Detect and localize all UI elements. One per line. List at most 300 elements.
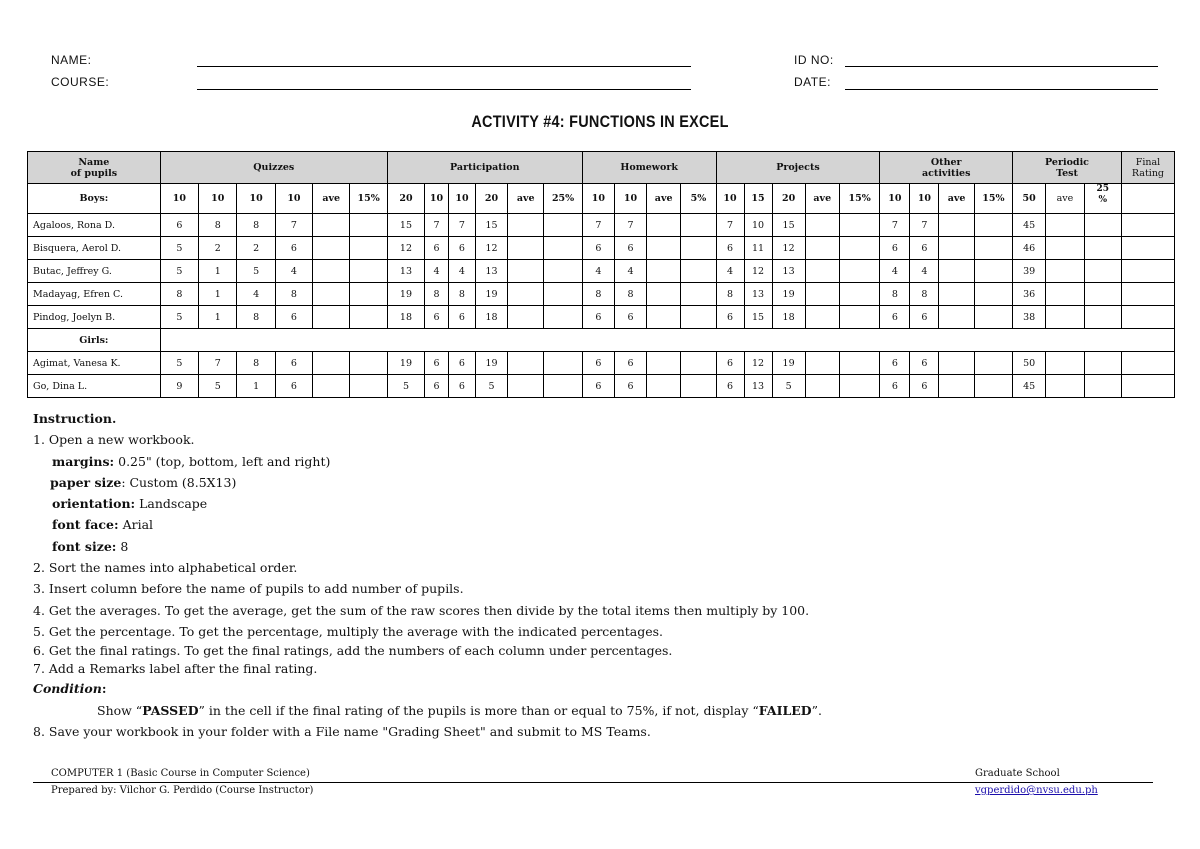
- score-cell[interactable]: [1121, 214, 1174, 237]
- date-label: DATE:: [794, 75, 831, 89]
- score-cell[interactable]: 10: [744, 214, 772, 237]
- footer-school: Graduate School: [975, 768, 1060, 779]
- sub-header-cell: 10: [237, 184, 275, 214]
- score-cell[interactable]: 6: [880, 237, 910, 260]
- score-cell[interactable]: 7: [716, 214, 744, 237]
- score-cell[interactable]: 6: [448, 306, 475, 329]
- score-cell[interactable]: [805, 306, 839, 329]
- score-cell[interactable]: [974, 214, 1012, 237]
- score-cell[interactable]: [839, 237, 879, 260]
- footer-email-link[interactable]: vgperdido@nvsu.edu.ph: [975, 785, 1098, 796]
- table-row: [28, 375, 1175, 398]
- score-cell[interactable]: [939, 283, 974, 306]
- score-cell[interactable]: [350, 306, 387, 329]
- sub-header-cell: 10: [582, 184, 614, 214]
- score-cell[interactable]: [1046, 352, 1084, 375]
- paper-size-value: : Custom (8.5X13): [121, 474, 237, 490]
- sub-header-cell: 10: [614, 184, 646, 214]
- score-cell[interactable]: 4: [237, 283, 275, 306]
- score-cell[interactable]: 6: [582, 306, 614, 329]
- score-cell[interactable]: 6: [880, 306, 910, 329]
- score-cell[interactable]: [313, 352, 350, 375]
- grading-table: [27, 151, 1175, 398]
- score-cell[interactable]: 1: [199, 306, 237, 329]
- score-cell[interactable]: 6: [160, 214, 198, 237]
- score-cell[interactable]: 8: [448, 283, 475, 306]
- score-cell[interactable]: [544, 283, 582, 306]
- score-cell[interactable]: [350, 375, 387, 398]
- score-cell[interactable]: [544, 214, 582, 237]
- score-cell[interactable]: 36: [1013, 283, 1046, 306]
- score-cell[interactable]: 8: [199, 214, 237, 237]
- score-cell[interactable]: 6: [275, 306, 312, 329]
- score-cell[interactable]: 6: [716, 306, 744, 329]
- score-cell[interactable]: 6: [880, 352, 910, 375]
- score-cell[interactable]: [313, 237, 350, 260]
- score-cell[interactable]: 5: [160, 260, 198, 283]
- score-cell[interactable]: 13: [744, 283, 772, 306]
- header-homework: Homework: [582, 152, 716, 184]
- pupil-name[interactable]: Bisquera, Aerol D.: [28, 237, 161, 260]
- orientation-value: Landscape: [135, 496, 208, 512]
- score-cell[interactable]: 6: [275, 375, 312, 398]
- score-cell[interactable]: 7: [614, 214, 646, 237]
- score-cell[interactable]: 13: [744, 375, 772, 398]
- score-cell[interactable]: 19: [387, 283, 424, 306]
- step-2: 2. Sort the names into alphabetical order.: [33, 560, 298, 576]
- score-cell[interactable]: 6: [614, 352, 646, 375]
- score-cell[interactable]: [681, 306, 716, 329]
- score-cell[interactable]: [508, 237, 544, 260]
- score-cell[interactable]: 5: [160, 352, 198, 375]
- sub-header-cell: 25 %: [1084, 184, 1121, 214]
- score-cell[interactable]: [939, 214, 974, 237]
- score-cell[interactable]: 8: [582, 283, 614, 306]
- score-cell[interactable]: [647, 352, 681, 375]
- score-cell[interactable]: [1046, 375, 1084, 398]
- score-cell[interactable]: 4: [910, 260, 939, 283]
- header-final-rating: Final Rating: [1121, 152, 1174, 184]
- score-cell[interactable]: [1121, 237, 1174, 260]
- score-cell[interactable]: [805, 237, 839, 260]
- score-cell[interactable]: [974, 237, 1012, 260]
- score-cell[interactable]: [313, 283, 350, 306]
- score-cell[interactable]: 4: [582, 260, 614, 283]
- score-cell[interactable]: [647, 260, 681, 283]
- score-cell[interactable]: [939, 375, 974, 398]
- score-cell[interactable]: 7: [910, 214, 939, 237]
- sub-header-cell: 10: [275, 184, 312, 214]
- table-row: [28, 283, 1175, 306]
- score-cell[interactable]: 12: [772, 237, 805, 260]
- footer-rule: [33, 782, 1153, 783]
- score-cell[interactable]: 45: [1013, 214, 1046, 237]
- score-cell[interactable]: [805, 375, 839, 398]
- margins-label: margins:: [52, 453, 115, 469]
- score-cell[interactable]: 8: [237, 306, 275, 329]
- score-cell[interactable]: [647, 283, 681, 306]
- score-cell[interactable]: 7: [582, 214, 614, 237]
- sub-header-cell: 15%: [350, 184, 387, 214]
- group-header-row: [28, 152, 1175, 184]
- score-cell[interactable]: 13: [387, 260, 424, 283]
- score-cell[interactable]: [681, 375, 716, 398]
- instructions: [33, 408, 822, 742]
- pupil-name[interactable]: Agaloos, Rona D.: [28, 214, 161, 237]
- score-cell[interactable]: 6: [582, 352, 614, 375]
- condition-label: Condition: [33, 681, 102, 697]
- score-cell[interactable]: [1121, 260, 1174, 283]
- score-cell[interactable]: 4: [448, 260, 475, 283]
- step-8: 8. Save your workbook in your folder with a File name "Grading Sheet" and submit to MS Teams.: [33, 723, 651, 739]
- score-cell[interactable]: [1084, 306, 1121, 329]
- font-size-value: 8: [116, 538, 129, 554]
- sub-header-cell: 50: [1013, 184, 1046, 214]
- score-cell[interactable]: [974, 352, 1012, 375]
- score-cell[interactable]: [1084, 214, 1121, 237]
- score-cell[interactable]: 7: [448, 214, 475, 237]
- score-cell[interactable]: 19: [387, 352, 424, 375]
- score-cell[interactable]: 5: [160, 306, 198, 329]
- score-cell[interactable]: [681, 237, 716, 260]
- sub-header-cell: 15%: [974, 184, 1012, 214]
- score-cell[interactable]: 4: [880, 260, 910, 283]
- score-cell[interactable]: 4: [716, 260, 744, 283]
- header-quizzes: Quizzes: [160, 152, 387, 184]
- score-cell[interactable]: 6: [425, 352, 449, 375]
- score-cell[interactable]: [544, 260, 582, 283]
- score-cell[interactable]: 6: [880, 375, 910, 398]
- score-cell[interactable]: 46: [1013, 237, 1046, 260]
- margins-value: 0.25" (top, bottom, left and right): [114, 453, 331, 469]
- score-cell[interactable]: 5: [199, 375, 237, 398]
- score-cell[interactable]: 18: [475, 306, 507, 329]
- date-line[interactable]: [845, 89, 1158, 90]
- sub-header-cell: ave: [1046, 184, 1084, 214]
- sub-header-row: [28, 184, 1175, 214]
- score-cell[interactable]: 8: [614, 283, 646, 306]
- score-cell[interactable]: 18: [387, 306, 424, 329]
- font-face-value: Arial: [118, 517, 154, 533]
- pupil-name[interactable]: Go, Dina L.: [28, 375, 161, 398]
- sub-header-cell: ave: [805, 184, 839, 214]
- score-cell[interactable]: [805, 260, 839, 283]
- score-cell[interactable]: [939, 237, 974, 260]
- pupil-name[interactable]: Pindog, Joelyn B.: [28, 306, 161, 329]
- score-cell[interactable]: 15: [744, 306, 772, 329]
- score-cell[interactable]: 6: [448, 237, 475, 260]
- score-cell[interactable]: 6: [614, 237, 646, 260]
- orientation-line: [33, 493, 822, 514]
- score-cell[interactable]: 8: [160, 283, 198, 306]
- step-6: 6. Get the final ratings. To get the final ratings, add the numbers of each column under percentages.: [33, 643, 673, 659]
- score-cell[interactable]: [1084, 283, 1121, 306]
- score-cell[interactable]: [1121, 352, 1174, 375]
- score-cell[interactable]: 12: [475, 237, 507, 260]
- sub-header-cell: 10: [199, 184, 237, 214]
- score-cell[interactable]: 50: [1013, 352, 1046, 375]
- sub-header-cell: 10: [425, 184, 449, 214]
- score-cell[interactable]: [313, 214, 350, 237]
- score-cell[interactable]: [839, 283, 879, 306]
- score-cell[interactable]: [508, 306, 544, 329]
- score-cell[interactable]: 8: [910, 283, 939, 306]
- score-cell[interactable]: 5: [160, 237, 198, 260]
- font-face-line: [33, 514, 822, 535]
- footer-course: COMPUTER 1 (Basic Course in Computer Science): [51, 768, 310, 779]
- score-cell[interactable]: [681, 283, 716, 306]
- table-row: [28, 352, 1175, 375]
- score-cell[interactable]: 8: [275, 283, 312, 306]
- score-cell[interactable]: 11: [744, 237, 772, 260]
- score-cell[interactable]: 6: [716, 375, 744, 398]
- score-cell[interactable]: [508, 214, 544, 237]
- score-cell[interactable]: [350, 260, 387, 283]
- score-cell[interactable]: 12: [744, 260, 772, 283]
- sub-header-cell: 10: [448, 184, 475, 214]
- score-cell[interactable]: 15: [475, 214, 507, 237]
- cond-post: ”.: [811, 702, 823, 718]
- score-cell[interactable]: [647, 237, 681, 260]
- score-cell[interactable]: 13: [772, 260, 805, 283]
- condition-colon: :: [101, 681, 107, 697]
- sub-header-cell: 5%: [681, 184, 716, 214]
- score-cell[interactable]: [681, 260, 716, 283]
- score-cell[interactable]: [974, 375, 1012, 398]
- score-cell[interactable]: 2: [237, 237, 275, 260]
- score-cell[interactable]: [350, 352, 387, 375]
- score-cell[interactable]: 6: [910, 375, 939, 398]
- score-cell[interactable]: 7: [880, 214, 910, 237]
- id-line[interactable]: [845, 66, 1158, 67]
- score-cell[interactable]: 7: [425, 214, 449, 237]
- font-size-line: [33, 536, 822, 557]
- girls-label: Girls:: [28, 329, 161, 352]
- name-line[interactable]: [197, 66, 691, 67]
- score-cell[interactable]: 6: [425, 237, 449, 260]
- score-cell[interactable]: [508, 352, 544, 375]
- instructions-heading: Instruction.: [33, 411, 117, 426]
- score-cell[interactable]: [544, 352, 582, 375]
- sub-header-cell: ave: [939, 184, 974, 214]
- score-cell[interactable]: 6: [275, 352, 312, 375]
- score-cell[interactable]: 19: [772, 283, 805, 306]
- sub-header-cell: 20: [772, 184, 805, 214]
- score-cell[interactable]: 6: [582, 237, 614, 260]
- score-cell[interactable]: [1084, 237, 1121, 260]
- footer-prepared: Prepared by: Vilchor G. Perdido (Course Instructor): [51, 785, 314, 796]
- girls-label-row: [28, 329, 1175, 352]
- score-cell[interactable]: [1121, 306, 1174, 329]
- score-cell[interactable]: 6: [910, 306, 939, 329]
- score-cell[interactable]: [1046, 283, 1084, 306]
- score-cell[interactable]: [939, 352, 974, 375]
- score-cell[interactable]: 19: [475, 283, 507, 306]
- score-cell[interactable]: [350, 237, 387, 260]
- paper-size-label: paper size: [50, 474, 122, 490]
- score-cell[interactable]: 4: [614, 260, 646, 283]
- score-cell[interactable]: [508, 283, 544, 306]
- score-cell[interactable]: [313, 260, 350, 283]
- table-row: [28, 237, 1175, 260]
- sub-header-cell: 10: [880, 184, 910, 214]
- pupil-name[interactable]: Madayag, Efren C.: [28, 283, 161, 306]
- footer-email-container: [975, 785, 1098, 796]
- sub-header-cell: 25%: [544, 184, 582, 214]
- score-cell[interactable]: 2: [199, 237, 237, 260]
- score-cell[interactable]: [313, 306, 350, 329]
- score-cell[interactable]: [839, 260, 879, 283]
- score-cell[interactable]: 12: [744, 352, 772, 375]
- cond-mid: ” in the cell if the final rating of the pupils is more than or equal to 75%, if not, display “: [198, 702, 759, 718]
- score-cell[interactable]: [805, 352, 839, 375]
- score-cell[interactable]: [681, 352, 716, 375]
- score-cell[interactable]: 6: [910, 237, 939, 260]
- girls-rows: [28, 352, 1175, 398]
- sub-header-cell: 10: [160, 184, 198, 214]
- score-cell[interactable]: 45: [1013, 375, 1046, 398]
- pupil-name[interactable]: Agimat, Vanesa K.: [28, 352, 161, 375]
- score-cell[interactable]: [805, 214, 839, 237]
- score-cell[interactable]: [805, 283, 839, 306]
- score-cell[interactable]: 19: [475, 352, 507, 375]
- score-cell[interactable]: 6: [275, 237, 312, 260]
- sub-header-cell: 10: [910, 184, 939, 214]
- score-cell[interactable]: 6: [614, 375, 646, 398]
- score-cell[interactable]: [508, 375, 544, 398]
- score-cell[interactable]: [839, 375, 879, 398]
- score-cell[interactable]: [647, 306, 681, 329]
- score-cell[interactable]: [350, 214, 387, 237]
- sub-header-cell: ave: [508, 184, 544, 214]
- score-cell[interactable]: 1: [237, 375, 275, 398]
- pupil-name[interactable]: Butac, Jeffrey G.: [28, 260, 161, 283]
- score-cell[interactable]: 15: [387, 214, 424, 237]
- score-cell[interactable]: [1084, 352, 1121, 375]
- score-cell[interactable]: [544, 237, 582, 260]
- score-cell[interactable]: 6: [425, 375, 449, 398]
- step-4: 4. Get the averages. To get the average, get the sum of the raw scores then divide by the total items then multiply by 100.: [33, 602, 810, 618]
- step-3: 3. Insert column before the name of pupils to add number of pupils.: [33, 581, 464, 597]
- orientation-label: orientation:: [52, 496, 136, 512]
- score-cell[interactable]: 6: [716, 352, 744, 375]
- score-cell[interactable]: [1084, 260, 1121, 283]
- score-cell[interactable]: [1046, 306, 1084, 329]
- header-periodic-test: Periodic Test: [1013, 152, 1122, 184]
- condition-heading: [33, 678, 822, 699]
- score-cell[interactable]: 6: [614, 306, 646, 329]
- header-other-activities: Other activities: [880, 152, 1013, 184]
- score-cell[interactable]: [1121, 375, 1174, 398]
- score-cell[interactable]: 5: [772, 375, 805, 398]
- score-cell[interactable]: [647, 375, 681, 398]
- score-cell[interactable]: [939, 260, 974, 283]
- score-cell[interactable]: 6: [425, 306, 449, 329]
- course-label: COURSE:: [51, 75, 110, 89]
- step-5: 5. Get the percentage. To get the percentage, multiply the average with the indicated percentages.: [33, 623, 664, 639]
- boys-label: Boys:: [28, 184, 161, 214]
- step-1: 1. Open a new workbook.: [33, 432, 195, 448]
- score-cell[interactable]: [681, 214, 716, 237]
- score-cell[interactable]: 5: [387, 375, 424, 398]
- score-cell[interactable]: [544, 375, 582, 398]
- score-cell[interactable]: [1121, 283, 1174, 306]
- score-cell[interactable]: 12: [387, 237, 424, 260]
- score-cell[interactable]: [974, 306, 1012, 329]
- score-cell[interactable]: 9: [160, 375, 198, 398]
- score-cell[interactable]: 4: [425, 260, 449, 283]
- score-cell[interactable]: [939, 306, 974, 329]
- sub-header-cell: 20: [387, 184, 424, 214]
- score-cell[interactable]: [839, 214, 879, 237]
- score-cell[interactable]: 5: [237, 260, 275, 283]
- score-cell[interactable]: 8: [237, 352, 275, 375]
- score-cell[interactable]: 5: [475, 375, 507, 398]
- score-cell[interactable]: [313, 375, 350, 398]
- score-cell[interactable]: 8: [237, 214, 275, 237]
- sub-header-cell: 20: [475, 184, 507, 214]
- score-cell[interactable]: 8: [880, 283, 910, 306]
- header-projects: Projects: [716, 152, 880, 184]
- font-size-label: font size:: [52, 538, 117, 554]
- score-cell[interactable]: 19: [772, 352, 805, 375]
- id-label: ID NO:: [794, 53, 834, 67]
- score-cell[interactable]: 1: [199, 283, 237, 306]
- score-cell[interactable]: [544, 306, 582, 329]
- header-name-of-pupils: Name of pupils: [28, 152, 161, 184]
- score-cell[interactable]: 4: [275, 260, 312, 283]
- score-cell[interactable]: 6: [448, 375, 475, 398]
- score-cell[interactable]: 6: [716, 237, 744, 260]
- score-cell[interactable]: [1046, 214, 1084, 237]
- score-cell[interactable]: 39: [1013, 260, 1046, 283]
- score-cell[interactable]: [974, 260, 1012, 283]
- score-cell[interactable]: 8: [425, 283, 449, 306]
- score-cell[interactable]: [350, 283, 387, 306]
- margins-line: [33, 451, 822, 472]
- score-cell[interactable]: [1046, 260, 1084, 283]
- score-cell[interactable]: 8: [716, 283, 744, 306]
- score-cell[interactable]: 6: [582, 375, 614, 398]
- sub-header-cell: 10: [716, 184, 744, 214]
- score-cell[interactable]: 18: [772, 306, 805, 329]
- score-cell[interactable]: [647, 214, 681, 237]
- sub-header-cell: ave: [313, 184, 350, 214]
- score-cell[interactable]: 38: [1013, 306, 1046, 329]
- score-cell[interactable]: 7: [275, 214, 312, 237]
- header-participation: Participation: [387, 152, 582, 184]
- score-cell[interactable]: 15: [772, 214, 805, 237]
- score-cell[interactable]: 1: [199, 260, 237, 283]
- score-cell[interactable]: [839, 352, 879, 375]
- score-cell[interactable]: [974, 283, 1012, 306]
- score-cell[interactable]: 7: [199, 352, 237, 375]
- cond-failed: FAILED: [758, 702, 812, 718]
- score-cell[interactable]: [1084, 375, 1121, 398]
- step-7: 7. Add a Remarks label after the final rating.: [33, 661, 318, 677]
- cond-passed: PASSED: [142, 702, 199, 718]
- table-row: [28, 260, 1175, 283]
- girls-label-spacer[interactable]: [160, 329, 1174, 352]
- score-cell[interactable]: [1046, 237, 1084, 260]
- score-cell[interactable]: [839, 306, 879, 329]
- score-cell[interactable]: [508, 260, 544, 283]
- score-cell[interactable]: 6: [910, 352, 939, 375]
- table-row: [28, 214, 1175, 237]
- score-cell[interactable]: 6: [448, 352, 475, 375]
- score-cell[interactable]: 13: [475, 260, 507, 283]
- course-line[interactable]: [197, 89, 691, 90]
